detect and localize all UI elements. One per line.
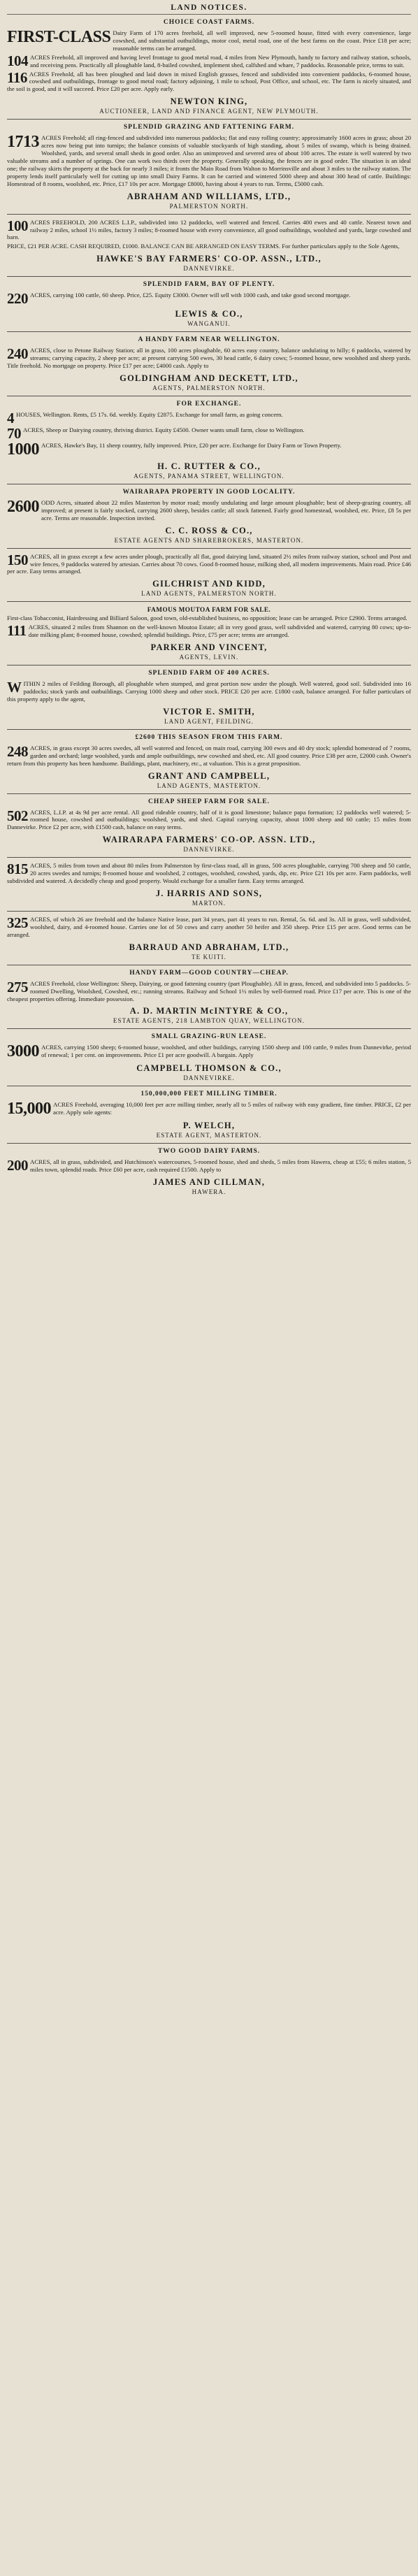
- ad-text: ACRES, L.I.P. at 4s 9d per acre rental. All good rideable country, half of it is good limestone; balance papa formation; 12 paddocks well watered; 5-roomed house, cowshed and outbuildings; woolshed, yards, and shed. Capital carrying capacity, about 1000 sheep and 60 cattle; 15 miles from Dannevirke. Price £2 per acre, with £1500 cash, balance on easy terms.: [7, 808, 411, 831]
- advertiser-name: NEWTON KING,: [170, 96, 248, 107]
- advertiser-address: TE KUITI.: [192, 953, 226, 960]
- advertiser-name: A. D. MARTIN McINTYRE & CO.,: [129, 1006, 289, 1016]
- ad-body: [7, 680, 411, 703]
- ad-block: [7, 499, 411, 522]
- ad-lead-figure: 15,000: [7, 1100, 51, 1118]
- ad-text: ACRES Freehold; all ring-fenced and subdivided into numerous paddocks; flat and easy rolling country; approximately 1600 acres in grass; about 20 acres now being put into turnips; the balance consists of valuable stockyards of high standing, about 5 miles of swamp, which is being drained. Woolshed, yards, and several small sheds in good order. Also an unimproved and severed area of about 100 acres. The estate is well watered by two valuable streams and a number of springs. One can work two thirds over the property. Generally speaking, the fences are in good order. The situation is an ideal one; the railway skirts the property at the back for nearly 3 miles; it fronts the Main Road from Walton to Morrinsville and about 3 miles to the railway station. The property lends itself particularly well for cutting up into small Dairy Farms. It can be carried and wintered 5000 sheep and about 300 head of cattle. Buildings: Homestead of 8 rooms, woolshed, etc. Price, £17 10s per acre. Mortgage £8000, having about 4 years to run. Terms, £5000 cash.: [7, 134, 411, 187]
- ad-text: ACRES, in grass except 30 acres swedes, all well watered and fenced, on main road, carrying 300 ewes and 40 dry stock; splendid homestead of 7 rooms, garden and orchard; large woolshed, yards and ample outbuildings, new cowshed and shed, etc. All good country. Price £38 per acre, £2000 cash. Owner's return from this property has been handsome. Buildings, plant, machinery, etc., at valuation. This is a great proposition.: [7, 744, 411, 767]
- ad-body: [7, 424, 411, 442]
- advertiser-name: ABRAHAM AND WILLIAMS, LTD.,: [127, 191, 291, 201]
- ad-text: ACRES Freehold, averaging 10,000 feet per acre milling timber, nearly all to 5 miles of railway with easy gradient, fine timber. PRICE, £2 per acre. Apply sole agents:: [53, 1101, 411, 1116]
- ad-body: [7, 916, 411, 939]
- ad-text: PRICE, £21 PER ACRE. CASH REQUIRED, £1000. BALANCE CAN BE ARRANGED ON EASY TERMS. For further particulars apply to the Sole Agents,: [7, 243, 400, 250]
- ad-body: [7, 744, 411, 768]
- advertiser-address: ESTATE AGENTS, 218 LAMBTON QUAY, WELLINGTON.: [113, 1017, 305, 1025]
- ad-block: [7, 442, 411, 458]
- section-heading: A HANDY FARM NEAR WELLINGTON.: [138, 336, 280, 344]
- ad-text: ACRES, of which 26 are freehold and the balance Native lease, part 34 years, part 41 years to run. Rental, 5s. 6d. and 3s. All in grass, well subdivided, woolshed, dairy, and 4-roomed house. Carries one lot of 50 cows and carry another 50 heifer and 350 sheep. Price £15 per acre. Good terms can be arranged.: [7, 915, 411, 938]
- advertiser-address: LAND AGENT, FEILDING.: [164, 717, 254, 725]
- advertiser-address: ESTATE AGENTS AND SHAREBROKERS, MASTERTON.: [114, 536, 304, 544]
- section-heading: SPLENDID GRAZING AND FATTENING FARM.: [123, 124, 295, 131]
- ad-body: [7, 290, 411, 308]
- advertiser-name: CAMPBELL THOMSON & CO.,: [136, 1063, 282, 1074]
- ad-lead-figure: 4: [7, 409, 14, 426]
- ad-text: ACRES, all in grass except a few acres under plough, practically all flat, good dairying land, situated 2½ miles from railway station, school and Post and wire fences, 9 paddocks watered by artesian. Carries about 70 cows. Good 8-roomed house, milking shed, all modern improvements. Main road. Price £46 per acre. Easy terms arranged.: [7, 552, 411, 575]
- advertiser-address: DANNEVIRKE.: [183, 265, 235, 273]
- ad-block: [7, 411, 411, 425]
- ad-body: [7, 809, 411, 832]
- section-heading: 150,000,000 FEET MILLING TIMBER.: [140, 1091, 278, 1098]
- ad-lead-figure: 2600: [7, 497, 39, 516]
- ad-section: [7, 601, 411, 661]
- advertiser-address: PALMERSTON NORTH.: [169, 202, 249, 210]
- ad-text: ACRES, close to Petone Railway Station; all in grass, 100 acres ploughable, 60 acres easy country, balance undulating to hilly; 6 paddocks, watered by streams; carrying capacity, 2 sheep per acre; at present carrying 500 ewes, 30 head cattle, 6 dairy cows; 5-roomed house, new woolshed and sheep yards. Title freehold. No mortgage on property. Price £17 per acre; £4000 cash. Apply to: [7, 347, 411, 370]
- ad-body: [7, 1044, 411, 1059]
- ad-block: [7, 809, 411, 832]
- ad-block: [7, 71, 411, 94]
- ad-lead-figure: 502: [7, 807, 28, 824]
- ad-section: [7, 965, 411, 1025]
- ad-text: ACRES, situated 2 miles from Shannon on the well-known Moutoa Estate; all in very good grass, well subdivided and watered, carrying 80 cows; up-to-date milking plant; 8-roomed house, cowshed; splendid buildings. Price, £75 per acre; terms are arranged.: [28, 624, 411, 639]
- advertiser-name: C. C. ROSS & CO.,: [165, 525, 253, 535]
- ad-body: [7, 980, 411, 1003]
- ad-lead-figure: 150: [7, 551, 28, 568]
- advertiser-address: DANNEVIRKE.: [183, 846, 235, 854]
- ad-lead-figure: 325: [7, 914, 28, 931]
- advertiser-name: VICTOR E. SMITH,: [163, 706, 255, 717]
- ad-lead-figure: 248: [7, 742, 28, 760]
- ad-body: [7, 553, 411, 576]
- advertiser-name: LEWIS & CO.,: [175, 309, 243, 319]
- ad-text: ACRES, 5 miles from town and about 80 miles from Palmerston by first-class road, all in grass, 500 acres ploughable, carrying 700 sheep and 50 cattle, 20 acres swedes and turnips; 8-roomed house and woolshed, 2 cottages, woolshed, cowshed, yards, dip, etc. Price £21 10s per acre. Farm paddocks, well subdivided and watered. A decidedly cheap and good property. Would exchange for a smaller farm. Easy terms arranged.: [7, 862, 411, 885]
- ad-body: [7, 71, 411, 94]
- section-heading: SPLENDID FARM OF 400 ACRES.: [148, 670, 270, 677]
- ad-text: ACRES FREEHOLD, 200 ACRES L.I.P., subdivided into 12 paddocks, well watered and fenced. Carries 400 ewes and 40 cattle. Nearest town and railway 2 miles, school 1½ miles, factory 3 miles; 8-roomed house with every convenience, all good outbuildings, woolshed and yards, large cowshed and barn.: [7, 218, 411, 241]
- ad-section: [7, 793, 411, 854]
- ad-body: [7, 134, 411, 187]
- ad-block: [7, 219, 411, 242]
- ad-body: [7, 624, 411, 639]
- ad-text: ACRES, all in grass, subdivided, and Hutchinson's watercourses, 5-roomed house, shed and sheds, 5 miles from Hawera, cheap at £55; 6 miles station, 5 miles town, splendid roads. Price £60 per acre, cash required £1500. Apply to: [30, 1158, 411, 1174]
- advertiser-name: WAIRARAPA FARMERS' CO-OP. ASSN. LTD.,: [102, 835, 316, 845]
- advertiser-address: AGENTS, PALMERSTON NORTH.: [152, 384, 266, 391]
- ad-lead-figure: 220: [7, 290, 28, 308]
- ad-section: [7, 19, 411, 115]
- section-divider: [7, 1143, 411, 1144]
- ad-body: [7, 499, 411, 522]
- section-heading: CHEAP SHEEP FARM FOR SALE.: [148, 798, 270, 805]
- ad-lead-figure: 1000: [7, 440, 39, 459]
- ad-body: [7, 219, 411, 242]
- ad-text: First-class Tobacconist, Hairdressing and Billiard Saloon, good town, old-established business, no opposition; lease can be arranged. Price £2900. Terms arranged.: [7, 614, 408, 622]
- ad-body: [7, 29, 411, 52]
- ad-lead-figure: 111: [7, 622, 27, 640]
- ad-body: [7, 1158, 411, 1174]
- ad-text: ACRES, Sheep or Dairying country, thriving district. Equity £4500. Owner wants small farm, close to Wellington.: [23, 426, 305, 433]
- ad-block: [7, 1044, 411, 1060]
- section-heading: SPLENDID FARM, BAY OF PLENTY.: [143, 281, 275, 289]
- ad-block: [7, 54, 411, 69]
- ad-block: [7, 1101, 411, 1117]
- section-divider: [7, 548, 411, 549]
- ad-lead-figure: W: [7, 679, 22, 696]
- ad-text: ACRES, carrying 100 cattle, 60 sheep. Price, £25. Equity £3000. Owner will sell with 1000 cash, and take good second mortgage.: [30, 292, 351, 299]
- ad-section: [7, 214, 411, 273]
- ad-block: [7, 290, 411, 308]
- advertiser-address: AUCTIONEER, LAND AND FINANCE AGENT, NEW PLYMOUTH.: [99, 108, 319, 115]
- ad-body: [7, 614, 411, 622]
- advertiser-name: P. WELCH,: [182, 1121, 236, 1131]
- ad-section: [7, 729, 411, 789]
- advertiser-address: AGENTS, LEVIN.: [179, 654, 239, 661]
- ad-text: HOUSES, Wellington. Rents, £5 17s. 6d. weekly. Equity £2875. Exchange for small farm, as going concern.: [16, 410, 283, 418]
- section-divider: [7, 1028, 411, 1029]
- ad-lead-figure: 240: [7, 345, 28, 363]
- advertiser-name: GRANT AND CAMPBELL,: [147, 770, 271, 781]
- advertiser-name: BARRAUD AND ABRAHAM, LTD.,: [129, 942, 289, 952]
- section-divider: [7, 119, 411, 120]
- section-heading: £2600 THIS SEASON FROM THIS FARM.: [135, 733, 283, 741]
- advertiser-name: GILCHRIST AND KIDD,: [152, 579, 266, 589]
- ad-text: ACRES Freehold, all has been ploughed and laid down in mixed English grasses, fenced and subdivided into convenient paddocks, 6-roomed house, cowshed and outbuildings, frontage to good metal road; factory adjoining, 1 mile to school, Post Office, and school, etc. The farm is nicely situated, and the soil is good, and it will succeed. Price £20 per acre. Apply early.: [7, 70, 411, 93]
- ad-block: [7, 134, 411, 187]
- ad-section: [7, 857, 411, 907]
- ad-block: [7, 680, 411, 703]
- section-divider: [7, 331, 411, 332]
- ad-block: [7, 426, 411, 440]
- advertiser-address: ESTATE AGENT, MASTERTON.: [156, 1132, 262, 1139]
- ad-body: [7, 1101, 411, 1116]
- section-divider: [7, 729, 411, 730]
- advertiser-address: HAWERA.: [192, 1188, 226, 1196]
- section-divider: [7, 793, 411, 794]
- ad-section: [7, 911, 411, 960]
- ad-lead-figure: 116: [7, 69, 27, 86]
- section-divider: [7, 276, 411, 277]
- advertiser-address: LAND AGENTS, MASTERTON.: [157, 782, 261, 789]
- advertiser-name: H. C. RUTTER & CO.,: [157, 461, 261, 471]
- advertiser-address: AGENTS, PANAMA STREET, WELLINGTON.: [134, 472, 284, 480]
- section-divider: [7, 601, 411, 602]
- section-heading: TWO GOOD DAIRY FARMS.: [157, 1148, 261, 1156]
- ad-text: ACRES, Hawke's Bay, 11 sheep country, fully improved. Price, £20 per acre. Exchange for Dairy Farm or Town Property.: [41, 441, 342, 449]
- ad-block: [7, 606, 411, 622]
- ad-section: [7, 548, 411, 598]
- ad-lead-figure: 3000: [7, 1042, 39, 1061]
- ad-text: ITHIN 2 miles of Feilding Borough, all ploughable when stumped, and great portion now under the plough. Well watered, good soil. Subdivided into 16 paddocks; stock yards and outbuildings. Carrying 1000 sheep and other stock. PRICE £20 per acre. £1800 cash, balance arranged. For fuller particulars of this property apply to the agent,: [7, 680, 411, 703]
- ad-lead-figure: 100: [7, 217, 28, 234]
- ad-block: [7, 916, 411, 939]
- ad-block: [7, 347, 411, 370]
- ad-section: [7, 331, 411, 391]
- ad-lead-figure: 815: [7, 861, 28, 878]
- ad-block: [7, 29, 411, 52]
- section-heading: SMALL GRAZING-RUN LEASE.: [151, 1033, 267, 1041]
- ad-body: [7, 54, 411, 69]
- ad-block: [7, 744, 411, 768]
- ad-body: [7, 409, 411, 426]
- ad-block: [7, 980, 411, 1003]
- ad-block: [7, 624, 411, 639]
- ad-block: [7, 862, 411, 885]
- newspaper-page: [7, 0, 411, 2573]
- ad-section: [7, 484, 411, 544]
- ad-lead-figure: 70: [7, 424, 21, 442]
- ad-lead-figure: 275: [7, 978, 28, 995]
- ad-block: [7, 1158, 411, 1174]
- ad-section: [7, 276, 411, 327]
- advertiser-name: HAWKE'S BAY FARMERS' CO-OP. ASSN., LTD.,: [96, 254, 322, 264]
- ad-text: ACRES Freehold, close Wellington: Sheep, Dairying, or good fattening country (part Ploughable). All in grass, fenced, and subdivided into 5 paddocks. 5-roomed Dwelling, Woolshed, Cowshed, etc.; running streams. Railway and School 1½ miles by well-formed road. Price £17 per acre. This is one of the cheapest properties offering. Immediate possession.: [7, 979, 411, 1002]
- ad-lead-figure: 200: [7, 1157, 28, 1174]
- ad-text: ACRES Freehold, all improved and having level frontage to good metal road, 4 miles from New Plymouth, handy to factory and railway station, schools, and receiving pens. Practically all ploughable land, 8-bailed cowshed, implement shed, calfshed and whare, 7 paddocks. Reasonable price, terms to suit.: [30, 53, 411, 69]
- section-heading: CHOICE COAST FARMS.: [163, 19, 255, 26]
- ad-block-title: FAMOUS MOUTOA FARM FOR SALE.: [147, 606, 271, 614]
- advertiser-name: GOLDINGHAM AND DECKETT, LTD.,: [120, 373, 298, 383]
- ad-lead-figure: 1713: [7, 133, 39, 152]
- advertiser-name: JAMES AND CILLMAN,: [152, 1177, 266, 1188]
- ad-section: [7, 1143, 411, 1195]
- ad-section: [7, 665, 411, 725]
- section-divider: [7, 214, 411, 215]
- ad-lead-figure: 104: [7, 52, 28, 69]
- advertiser-address: LAND AGENTS, PALMERSTON NORTH.: [141, 590, 277, 598]
- ad-section: [7, 1028, 411, 1081]
- ad-body: [7, 862, 411, 885]
- ad-lead-figure: FIRST-CLASS: [7, 28, 111, 46]
- ad-text: Dairy Farm of 170 acres freehold, all well improved, new 5-roomed house, fitted with every convenience, large cowshed, and substantial outbuildings, motor cool, metal road, one of the best farms on the coast. Price £18 per acre; reasonable terms can be arranged.: [113, 29, 411, 52]
- ad-block: [7, 243, 411, 250]
- ad-block: [7, 553, 411, 576]
- ad-body: [7, 243, 411, 250]
- advertiser-address: MARTON.: [192, 899, 226, 907]
- section-heading: FOR EXCHANGE.: [176, 400, 242, 408]
- advertiser-name: PARKER AND VINCENT,: [150, 642, 268, 653]
- page-title: LAND NOTICES.: [7, 3, 411, 15]
- advertiser-name: J. HARRIS AND SONS,: [155, 888, 263, 898]
- ad-section: [7, 396, 411, 480]
- advertiser-address: WANGANUI.: [187, 320, 231, 328]
- ad-text: ODD Acres, situated about 22 miles Masterton by motor road; mostly undulating and large amount ploughable; best of sheep-grazing country, all improved; at present is fairly stocked, carrying 2600 sheep, besides cattle; all stock fattened. Fairly good homestead, woolshed, etc. Price, £8 5s per acre. Terms are reasonable. Inspection invited.: [41, 498, 411, 521]
- ads-container: [7, 19, 411, 1195]
- ad-text: ACRES, carrying 1500 sheep; 6-roomed house, woolshed, and other buildings, carrying 1500 sheep and 100 cattle, 9 miles from Dannevirke, period of renewal; 1 per cent. on improvements. Price £1 per acre goodwill. A bargain. Apply: [41, 1044, 411, 1059]
- section-heading: HANDY FARM—GOOD COUNTRY—CHEAP.: [129, 969, 289, 977]
- ad-body: [7, 347, 411, 370]
- ad-body: [7, 440, 411, 459]
- section-heading: WAIRARAPA PROPERTY IN GOOD LOCALITY.: [122, 488, 296, 496]
- ad-section: [7, 119, 411, 209]
- advertiser-address: DANNEVIRKE.: [183, 1074, 235, 1082]
- section-divider: [7, 911, 411, 912]
- section-divider: [7, 857, 411, 858]
- ad-section: [7, 1086, 411, 1139]
